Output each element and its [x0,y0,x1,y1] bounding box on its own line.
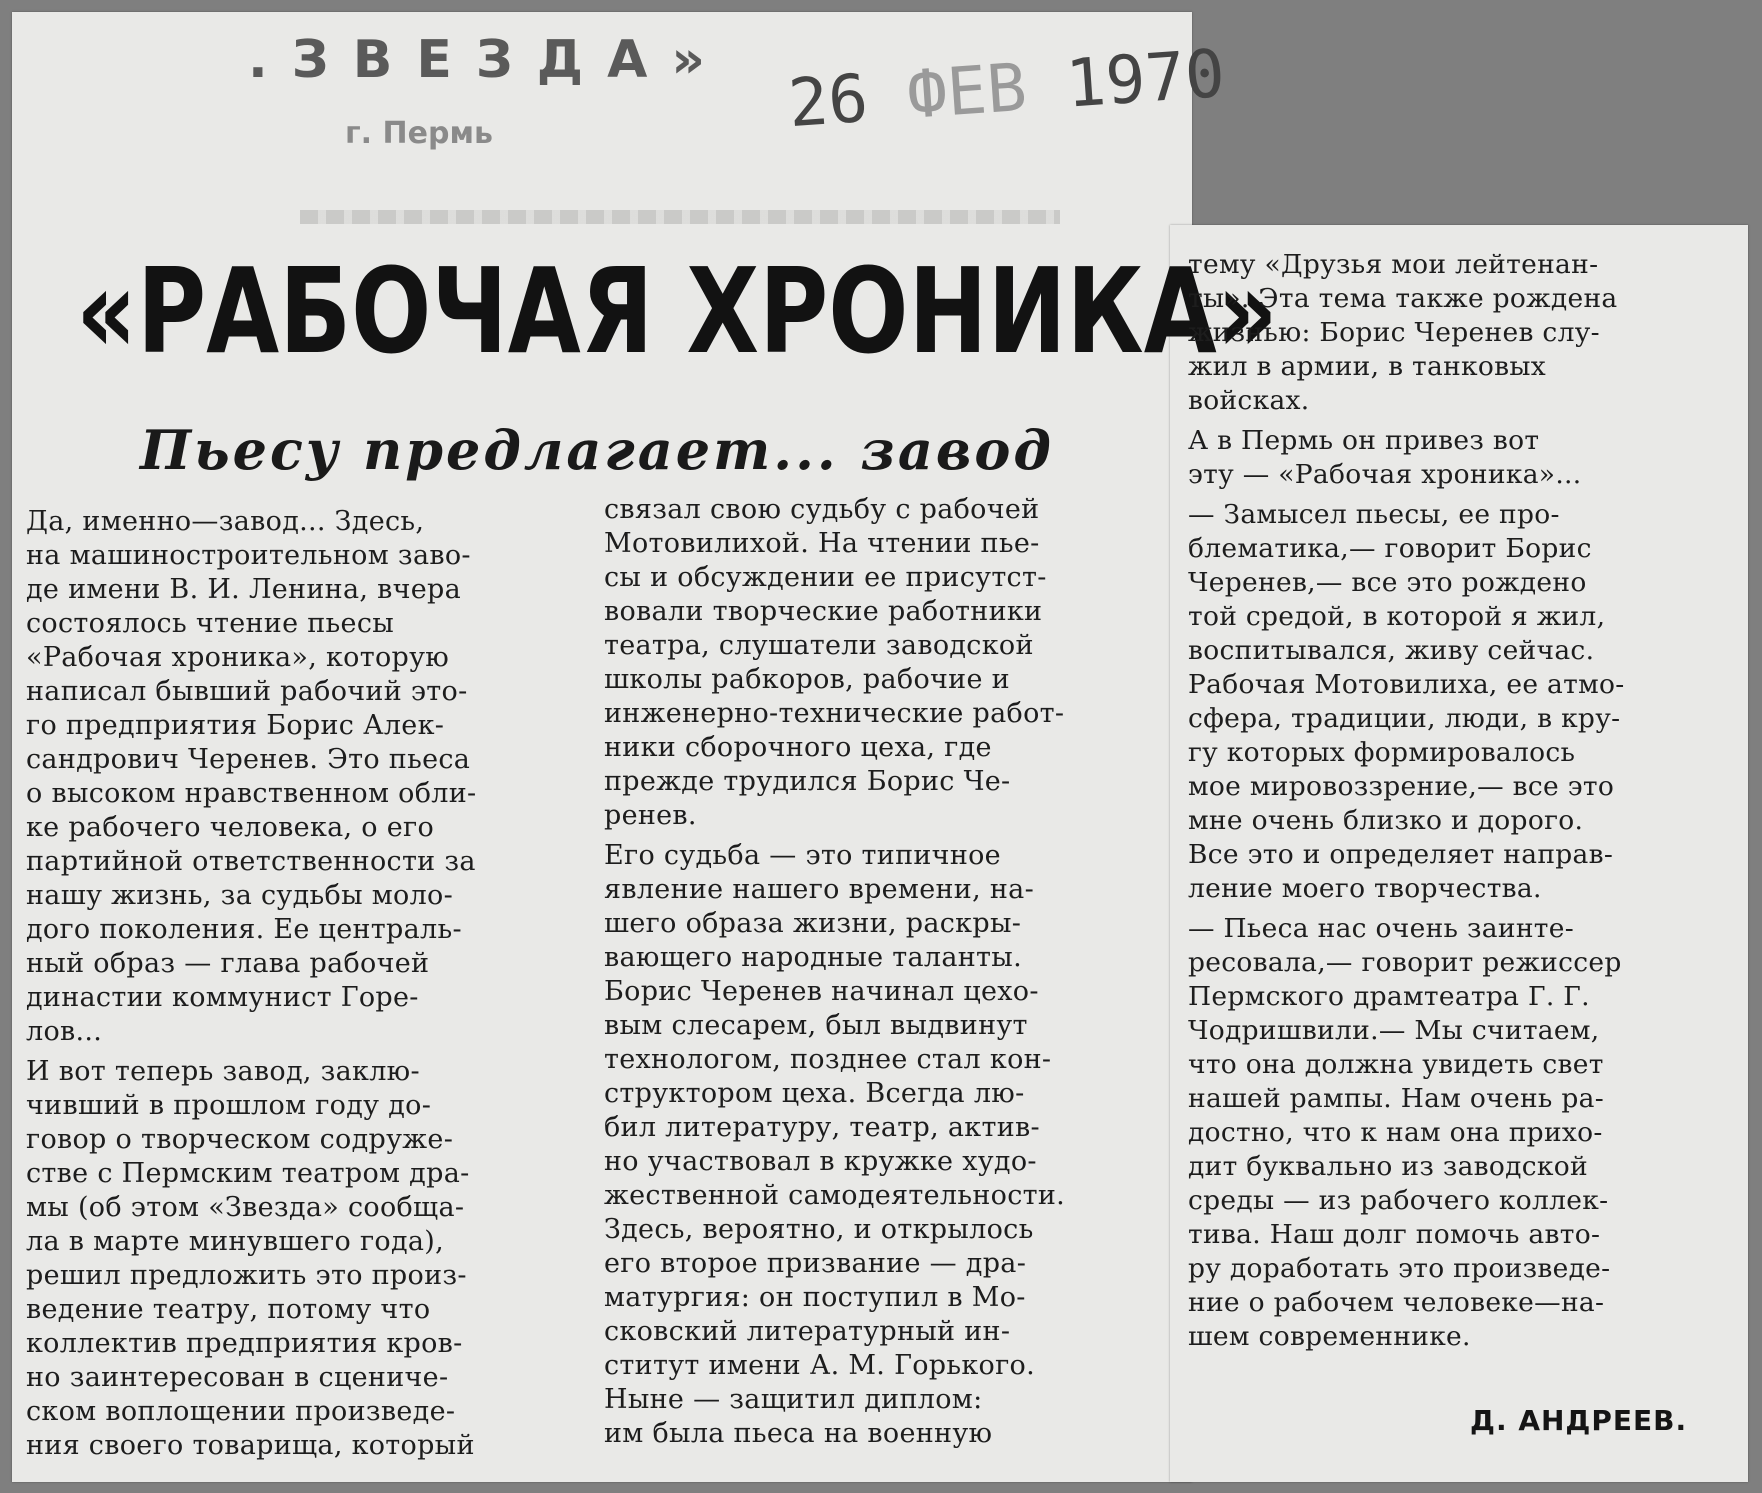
date-stamp-month: ФЕВ [904,48,1030,134]
article-text-line: среды — из рабочего коллек- [1188,1185,1609,1216]
newspaper-masthead: .ЗВЕЗДА» [248,30,729,90]
article-text-line: жил в армии, в танковых [1188,351,1547,382]
article-column-2 [604,493,1140,1451]
article-text-line: бил литературу, театр, актив- [604,1112,1040,1143]
article-text-line: сандрович Черенев. Это пьеса [26,744,471,775]
article-text-line: ресовала,— говорит режиссер [1188,947,1622,978]
article-column-3 [1188,248,1718,1354]
article-text-line: гу которых формировалось [1188,737,1576,768]
article-text-line: нашу жизнь, за судьбы моло- [26,880,454,911]
article-text-line: технологом, позднее стал кон- [604,1044,1052,1075]
article-headline: «РАБОЧАЯ ХРОНИКА» [76,242,1278,380]
article-text-line: партийной ответственности за [26,846,476,877]
article-text-line: ный образ — глава рабочей [26,948,430,979]
article-text-line: Здесь, вероятно, и открылось [604,1214,1034,1245]
article-text-line: сы и обсуждении ее присутст- [604,562,1047,593]
article-text-line: Его судьба — это типичное [604,840,1001,871]
article-text-line: ру доработать это произведе- [1188,1253,1611,1284]
article-text-line: говор о творческом содруже- [26,1124,454,1155]
article-text-line: решил предложить это произ- [26,1260,467,1291]
article-text-line: структором цеха. Всегда лю- [604,1078,1025,1109]
article-text-line: Мотовилихой. На чтении пье- [604,528,1040,559]
article-text-line: Пермского драмтеатра Г. Г. [1188,981,1590,1012]
article-text-line: войсках. [1188,385,1310,416]
article-text-line: коллектив предприятия кров- [26,1328,463,1359]
article-text-line: его второе призвание — дра- [604,1248,1027,1279]
article-text-line: Рабочая Мотовилиха, ее атмо- [1188,669,1625,700]
article-text-line: И вот теперь завод, заклю- [26,1056,420,1087]
article-text-line: ке рабочего человека, о его [26,812,435,843]
article-text-line: — Пьеса нас очень заинте- [1188,913,1574,944]
article-text-line: Черенев,— все это рождено [1188,567,1587,598]
article-text-line: стве с Пермским театром дра- [26,1158,470,1189]
article-text-line: связал свою судьбу с рабочей [604,494,1040,525]
article-text-line: ренев. [604,800,697,831]
article-text-line: сковский литературный ин- [604,1316,1011,1347]
article-text-line: «Рабочая хроника», которую [26,642,450,673]
article-text-line: ния своего товарища, который [26,1430,475,1461]
article-text-line: мое мировоззрение,— все это [1188,771,1615,802]
article-text-line: ла в марте минувшего года), [26,1226,444,1257]
article-text-line: ском воплощении произведе- [26,1396,456,1427]
article-text-line: де имени В. И. Ленина, вчера [26,574,462,605]
article-text-line: им была пьеса на военную [604,1418,993,1449]
article-text-line: достно, что к нам она прихо- [1188,1117,1603,1148]
article-text-line: вым слесарем, был выдвинут [604,1010,1028,1041]
article-text-line: сфера, традиции, люди, в кру- [1188,703,1621,734]
article-text-line: Да, именно—завод... Здесь, [26,506,425,537]
article-text-line: дого поколения. Ее централь- [26,914,462,945]
article-text-line: эту — «Рабочая хроника»... [1188,459,1582,490]
article-text-line: чивший в прошлом году до- [26,1090,432,1121]
article-text-line: вовали творческие работники [604,596,1043,627]
article-text-line: шем современнике. [1188,1321,1471,1352]
date-stamp-day: 26 [785,59,871,143]
article-text-line: Ныне — защитил диплом: [604,1384,983,1415]
article-text-line: на машиностроительном заво- [26,540,471,571]
article-text-line: мне очень близко и дорого. [1188,805,1584,836]
article-text-line: школы рабкоров, рабочие и [604,664,1010,695]
article-text-line: шего образа жизни, раскры- [604,908,1022,939]
article-text-line: тива. Наш долг помочь авто- [1188,1219,1601,1250]
article-text-line: ты». Эта тема также рождена [1188,283,1618,314]
article-text-line: о высоком нравственном обли- [26,778,477,809]
article-text-line: той средой, в которой я жил, [1188,601,1606,632]
article-text-line: ститут имени А. М. Горького. [604,1350,1035,1381]
article-text-line: жизнью: Борис Черенев слу- [1188,317,1600,348]
article-text-line: ведение театру, потому что [26,1294,431,1325]
article-text-line: мы (об этом «Звезда» сообща- [26,1192,465,1223]
article-text-line: матургия: он поступил в Мо- [604,1282,1026,1313]
article-text-line: что она должна увидеть свет [1188,1049,1604,1080]
article-text-line: Борис Черенев начинал цехо- [604,976,1039,1007]
article-text-line: вающего народные таланты. [604,942,1022,973]
article-text-line: блематика,— говорит Борис [1188,533,1592,564]
article-subheadline: Пьесу предлагает... завод [140,418,1054,482]
article-text-line: Чодришвили.— Мы считаем, [1188,1015,1600,1046]
author-signature: Д. АНДРЕЕВ. [1470,1404,1688,1437]
article-text-line: ление моего творчества. [1188,873,1542,904]
article-text-line: А в Пермь он привез вот [1188,425,1540,456]
article-text-line: явление нашего времени, на- [604,874,1034,905]
newspaper-city: г. Пермь [345,116,493,151]
article-text-line: Все это и определяет направ- [1188,839,1614,870]
article-text-line: написал бывший рабочий это- [26,676,468,707]
article-text-line: тему «Друзья мои лейтенан- [1188,249,1599,280]
article-text-line: состоялось чтение пьесы [26,608,395,639]
article-text-line: династии коммунист Горе- [26,982,419,1013]
article-text-line: театра, слушатели заводской [604,630,1034,661]
article-column-1 [26,505,554,1463]
article-text-line: дит буквально из заводской [1188,1151,1588,1182]
article-text-line: но участвовал в кружке худо- [604,1146,1037,1177]
article-text-line: нашей рампы. Нам очень ра- [1188,1083,1604,1114]
article-text-line: лов... [26,1016,103,1047]
date-stamp-year: 1970 [1063,34,1228,123]
article-text-line: ние о рабочем человеке—на- [1188,1287,1605,1318]
article-text-line: ники сборочного цеха, где [604,732,992,763]
article-text-line: инженерно-технические работ- [604,698,1065,729]
article-text-line: воспитывался, живу сейчас. [1188,635,1595,666]
bleed-through-print [300,210,1060,224]
article-text-line: но заинтересован в сцениче- [26,1362,449,1393]
article-text-line: го предприятия Борис Алек- [26,710,445,741]
article-text-line: жественной самодеятельности. [604,1180,1066,1211]
article-text-line: — Замысел пьесы, ее про- [1188,499,1560,530]
article-text-line: прежде трудился Борис Че- [604,766,1011,797]
